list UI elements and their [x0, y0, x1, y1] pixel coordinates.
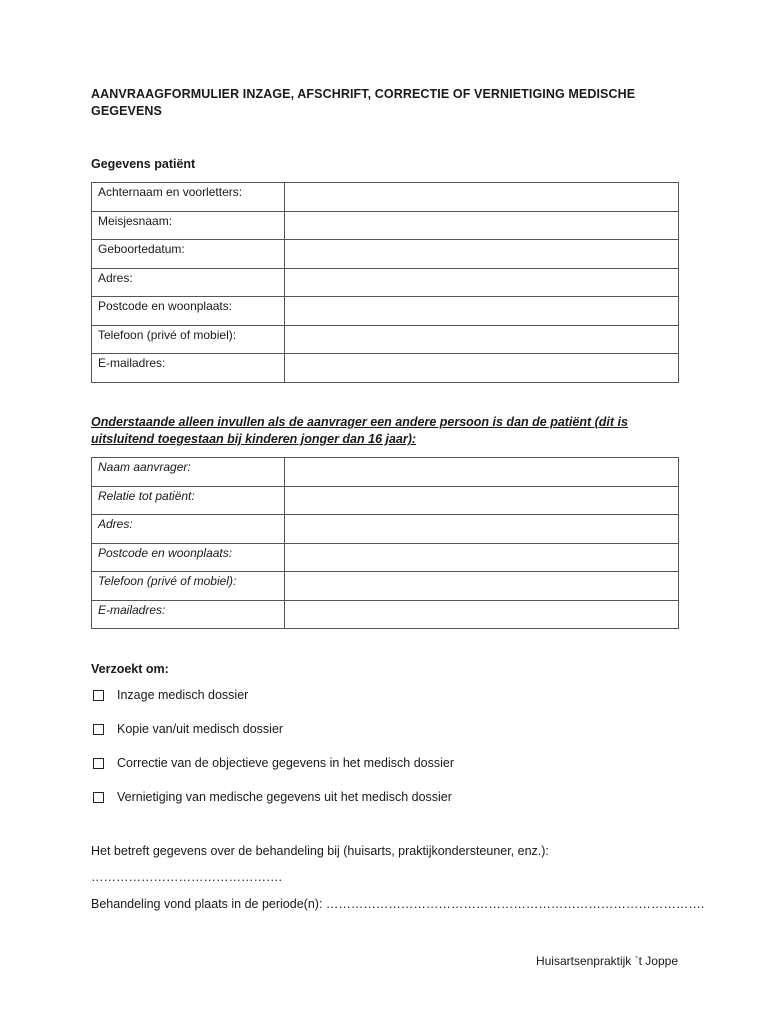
request-heading: Verzoekt om: — [91, 662, 169, 676]
checkbox-icon[interactable] — [93, 758, 104, 769]
table-row — [92, 268, 679, 297]
requester-details-table — [91, 457, 679, 629]
checkbox-option-correction[interactable] — [91, 756, 454, 770]
field-input-requester-postcode-city[interactable] — [285, 543, 679, 572]
checkbox-option-destruction[interactable] — [91, 790, 452, 804]
patient-details-table — [91, 182, 679, 383]
field-label: Naam aanvrager: — [92, 458, 285, 487]
field-input-requester-email[interactable] — [285, 600, 679, 629]
field-input-address[interactable] — [285, 268, 679, 297]
table-row — [92, 572, 679, 601]
field-input-requester-name[interactable] — [285, 458, 679, 487]
practice-footer: Huisartsenpraktijk `t Joppe — [535, 954, 678, 968]
field-label: Telefoon (privé of mobiel): — [92, 325, 285, 354]
table-row — [92, 240, 679, 269]
table-row — [92, 183, 679, 212]
table-row — [92, 354, 679, 383]
field-label: E-mailadres: — [92, 354, 285, 383]
field-input-phone[interactable] — [285, 325, 679, 354]
field-input-email[interactable] — [285, 354, 679, 383]
checkbox-label: Vernietiging van medische gegevens uit het medisch dossier — [117, 790, 452, 804]
requester-note: Onderstaande alleen invullen als de aanvrager een andere persoon is dan de patiënt (dit is uitsluitend toegestaan bij kinderen jonger dan 16 jaar): — [91, 415, 628, 446]
table-row — [92, 458, 679, 487]
checkbox-label: Correctie van de objectieve gegevens in het medisch dossier — [117, 756, 454, 770]
field-label: Geboortedatum: — [92, 240, 285, 269]
checkbox-label: Kopie van/uit medisch dossier — [117, 722, 284, 736]
field-label: Telefoon (privé of mobiel): — [92, 572, 285, 601]
table-row — [92, 211, 679, 240]
table-row — [92, 486, 679, 515]
field-label: Postcode en woonplaats: — [92, 543, 285, 572]
field-label: Relatie tot patiënt: — [92, 486, 285, 515]
field-input-relation[interactable] — [285, 486, 679, 515]
table-row — [92, 515, 679, 544]
treatment-by-fill-line[interactable]: ………………………………………. — [91, 870, 282, 884]
table-row — [92, 325, 679, 354]
table-row — [92, 600, 679, 629]
checkbox-icon[interactable] — [93, 792, 104, 803]
field-input-surname[interactable] — [285, 183, 679, 212]
field-input-maiden-name[interactable] — [285, 211, 679, 240]
checkbox-icon[interactable] — [93, 690, 104, 701]
field-label: Adres: — [92, 268, 285, 297]
field-input-requester-address[interactable] — [285, 515, 679, 544]
field-input-requester-phone[interactable] — [285, 572, 679, 601]
checkbox-option-inspection[interactable] — [91, 688, 248, 702]
treatment-period-line[interactable]: Behandeling vond plaats in de periode(n): ………………………………………………………………………………. — [91, 897, 705, 911]
checkbox-option-copy[interactable] — [91, 722, 283, 736]
table-row — [92, 543, 679, 572]
treatment-by-label: Het betreft gegevens over de behandeling bij (huisarts, praktijkondersteuner, enz.): — [91, 844, 549, 858]
field-label: Achternaam en voorletters: — [92, 183, 285, 212]
form-title: AANVRAAGFORMULIER INZAGE, AFSCHRIFT, CORRECTIE OF VERNIETIGING MEDISCHE GEGEVENS — [91, 87, 636, 118]
checkbox-label: Inzage medisch dossier — [117, 688, 249, 702]
field-input-birthdate[interactable] — [285, 240, 679, 269]
field-label: Adres: — [92, 515, 285, 544]
patient-section-heading: Gegevens patiënt — [91, 157, 196, 171]
field-label: Meisjesnaam: — [92, 211, 285, 240]
field-input-postcode-city[interactable] — [285, 297, 679, 326]
field-label: Postcode en woonplaats: — [92, 297, 285, 326]
field-label: E-mailadres: — [92, 600, 285, 629]
table-row — [92, 297, 679, 326]
checkbox-icon[interactable] — [93, 724, 104, 735]
